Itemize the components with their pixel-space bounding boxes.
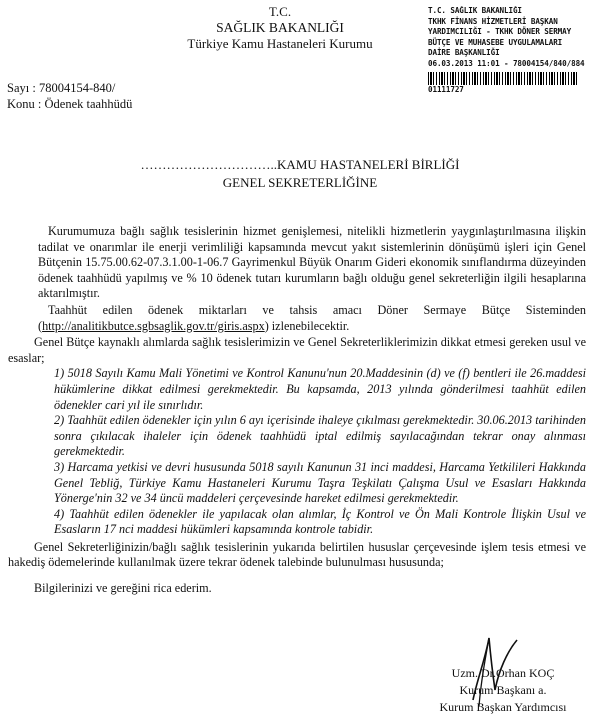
- signatory-title: Kurum Başkanı a.: [459, 683, 547, 697]
- stamp-line: DAİRE BAŞKANLIĞI: [428, 48, 500, 58]
- paragraph-2: [38, 303, 586, 334]
- list-item: 3) Harcama yetkisi ve devri hususunda 5018 sayılı Kanunun 31 inci maddesi, Harcama Yetkilileri Hakkında Genel Tebliğ, Türkiye Kamu Hastaneleri Kurumu Taşra Teşkilatı Çalışma Usul ve Esasları Hakkında Yönerge'nin 32 ve 34 üncü maddeleri çerçevesinde hareket edilmesi gerekmektedir.: [54, 459, 586, 506]
- list-item: 4) Taahhüt edilen ödenekler ile yapılacak olan alımlar, İç Kontrol ve Ön Mali Kontrole İlişkin Usul ve Esasların 17 nci maddesi hükümleri kapsamında kontrole tabidir.: [54, 506, 586, 537]
- list-item: 1) 5018 Sayılı Kamu Mali Yönetimi ve Kontrol Kanunu'nun 20.Maddesinin (d) ve (f) bentleri ile 26.maddesi hükümlerine dikkat edilmesi gerekmektedir. Bu kapsamda, 2013 yılında gönderilmesi taahhüt edilen ödenekler cari yıl ile sınırlıdır.: [54, 366, 586, 412]
- addressee-line1: …………………………..KAMU HASTANELERİ BİRLİĞİ: [140, 157, 460, 172]
- barcode-number: 01111727: [428, 84, 464, 94]
- paragraph-1: Kurumumuza bağlı sağlık tesislerinin hizmet genişlemesi, nitelikli hizmetlerin yaygınlaştırılmasına ilişkin tadilat ve onarımlar ile enerji verimliliği kapsamında mevcut yakıt sistemlerinin dönüşümü işleri için Genel Bütçenin 15.75.00.62-07.3.1.00-1-06.7 Gayrimenkul Büyük Onarım Gideri ekonomik sınıflandırma düzeyinden ödenek taahhüdü yapılmış ve % 10 ödenek tutarı kurumların bağlı olduğu genel sekreterliğin ilgili hesaplarına aktarılmıştır.: [38, 224, 586, 301]
- letterhead-institution: Türkiye Kamu Hastaneleri Kurumu: [187, 36, 373, 51]
- list-item: 2) Taahhüt edilen ödenekler için yılın 6 ayı içerisinde ihaleye çıkılması gerekmektedir. 30.06.2013 tarihinden sonra çıkılacak ihaleler için ödenek taahhüdü iptal edilmiş sayılacağından tekrar onay alınması gerekmektedir.: [54, 413, 586, 459]
- letterhead-ministry: SAĞLIK BAKANLIĞI: [216, 20, 344, 35]
- paragraph-3: Genel Bütçe kaynaklı alımlarda sağlık tesislerimizin ve Genel Sekreterliklerimizin dikkat etmesi gereken usul ve esaslar;: [8, 335, 586, 365]
- addressee-line2: GENEL SEKRETERLİĞİNE: [222, 175, 378, 190]
- paragraph-2-text-end: ) izlenebilecektir.: [264, 318, 350, 333]
- stamp-line: YARDIMCILIĞI - TKHK DÖNER SERMAY: [428, 27, 572, 37]
- paragraph-5: Bilgilerinizi ve gereğini rica ederim.: [34, 581, 212, 596]
- letter-body: [8, 224, 586, 597]
- barcode: [428, 72, 578, 85]
- signatory-role: Kurum Başkan Yardımcısı: [439, 700, 567, 714]
- stamp-line: BÜTÇE VE MUHASEBE UYGULAMALARI: [428, 37, 563, 47]
- addressee: [100, 156, 500, 192]
- stamp-line: TKHK FİNANS HİZMETLERİ BAŞKAN: [428, 16, 558, 26]
- stamp-line: 06.03.2013 11:01 - 78004154/840/884: [428, 58, 585, 68]
- document-subject: Konu : Ödenek taahhüdü: [7, 97, 133, 111]
- letterhead: [160, 4, 400, 52]
- signatory-name: Uzm. Dr.Orhan KOÇ: [451, 666, 555, 680]
- paragraph-4: Genel Sekreterliğinizin/bağlı sağlık tesislerinin yukarıda belirtilen hususlar çerçevesinde işlem tesis etmesi ve hakediş ödemelerinde kullanılmak üzere tekrar ödenek talebinde bulunulması hususunda;: [8, 539, 586, 570]
- document-number: Sayı : 78004154-840/: [7, 81, 116, 95]
- signature-block: [410, 665, 596, 716]
- budget-system-link[interactable]: http://analitikbutce.sgbsaglik.gov.tr/giris.aspx: [42, 318, 265, 333]
- document-meta: [7, 80, 132, 112]
- registry-stamp: [428, 6, 598, 95]
- stamp-line: T.C. SAĞLIK BAKANLIĞI: [428, 6, 522, 15]
- letterhead-country: T.C.: [268, 4, 292, 19]
- rules-list: [8, 366, 586, 538]
- paragraph-2-text: Taahhüt edilen ödenek miktarları ve tahsis amacı Döner Sermaye Bütçe Sisteminden (: [38, 302, 586, 333]
